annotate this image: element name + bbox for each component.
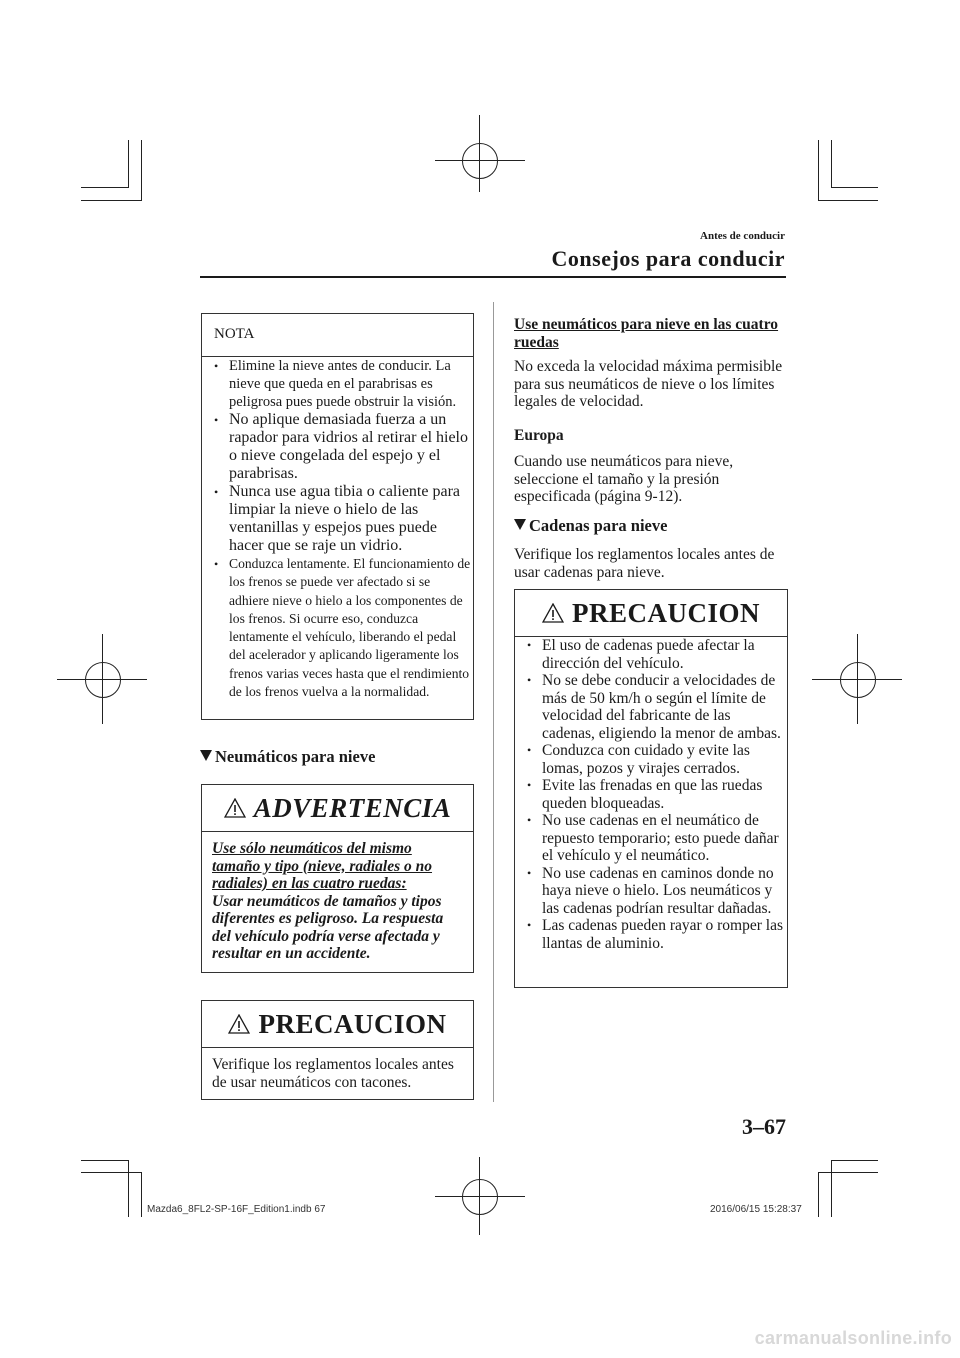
column-divider [493, 302, 494, 1102]
warning-underlined-text: Use sólo neumáticos del mismo tamaño y tipo (nieve, radiales o no radiales) en las cuatro ruedas: [212, 840, 433, 892]
caution-item: • No use cadenas en el neumático de repuesto temporario; esto puede dañar el vehículo y el neumático. [515, 812, 787, 865]
warning-triangle-icon [228, 1014, 250, 1034]
caution-box-chains [514, 589, 788, 988]
four-wheels-text: No exceda la velocidad máxima permisible para sus neumáticos de nieve o los límites legales de velocidad. [514, 358, 783, 410]
chains-text: Verifique los reglamentos locales antes de usar cadenas para nieve. [514, 546, 775, 581]
note-box [201, 313, 474, 720]
note-item: • Elimine la nieve antes de conducir. La nieve que queda en el parabrisas es peligrosa pues puede obstruir la visión. [202, 357, 473, 411]
caution-label: PRECAUCION [258, 1008, 447, 1039]
caution-header [515, 590, 787, 637]
caution-header [202, 1001, 473, 1048]
section-label: Antes de conducir [700, 230, 785, 242]
warning-triangle-icon [224, 798, 246, 818]
page-number: 3–67 [742, 1114, 786, 1139]
snow-tires-heading: Neumáticos para nieve [200, 747, 375, 767]
triangle-down-icon [200, 750, 212, 761]
europe-text: Cuando use neumáticos para nieve, seleccione el tamaño y la presión especificada (página 9-12). [514, 453, 734, 505]
note-item: • Conduzca lentamente. El funcionamiento de los frenos se puede ver afectado si se adhiere nieve o hielo a los componentes de los frenos. Si ocurre eso, conduzca lentamente el vehículo, liberando el pedal del acelerador y aplicando ligeramente los frenos varias veces hasta que el rendimiento de los frenos vuelva a la normalidad. [202, 555, 473, 701]
note-item: • Nunca use agua tibia o caliente para limpiar la nieve o hielo de las ventanillas y espejos pues puede hacer que se raje un vidrio. [202, 483, 473, 555]
warning-header [202, 785, 473, 832]
four-wheels-heading: Use neumáticos para nieve en las cuatro ruedas [514, 316, 779, 351]
caution-item: • El uso de cadenas puede afectar la dirección del vehículo. [515, 637, 787, 672]
page-title: Consejos para conducir [551, 246, 785, 271]
warning-body-text: Usar neumáticos de tamaños y tipos diferentes es peligroso. La respuesta del vehículo podría verse afectada y resultar en un accidente. [212, 892, 444, 962]
watermark: carmanualsonline.info [754, 1328, 952, 1348]
caution-item: • Conduzca con cuidado y evite las lomas, pozos y virajes cerrados. [515, 742, 787, 777]
note-title: NOTA [202, 314, 473, 357]
triangle-down-icon [514, 519, 526, 530]
footer-timestamp: 2016/06/15 15:28:37 [710, 1204, 802, 1215]
caution-label: PRECAUCION [571, 597, 760, 628]
header-rule [200, 276, 786, 278]
caution-item: • No use cadenas en caminos donde no haya nieve o hielo. Los neumáticos y las cadenas podrían resultar dañadas. [515, 865, 787, 918]
europe-heading: Europa [514, 427, 564, 444]
caution-item: • Evite las frenadas en que las ruedas queden bloqueadas. [515, 777, 787, 812]
caution-body-text: Verifique los reglamentos locales antes de usar neumáticos con tacones. [212, 1056, 454, 1091]
caution-box-tires [201, 1000, 474, 1100]
warning-label: ADVERTENCIA [253, 792, 452, 823]
note-item: • No aplique demasiada fuerza a un rapador para vidrios al retirar el hielo o nieve congelada del espejo y el parabrisas. [202, 411, 473, 483]
warning-box [201, 784, 474, 973]
warning-triangle-icon [542, 603, 564, 623]
chains-heading: Cadenas para nieve [514, 516, 667, 536]
caution-item: • Las cadenas pueden rayar o romper las llantas de aluminio. [515, 917, 787, 952]
caution-item: • No se debe conducir a velocidades de más de 50 km/h o según el límite de velocidad del fabricante de las cadenas, eligiendo la menor de ambas. [515, 672, 787, 742]
footer-file: Mazda6_8FL2-SP-16F_Edition1.indb 67 [147, 1204, 326, 1215]
